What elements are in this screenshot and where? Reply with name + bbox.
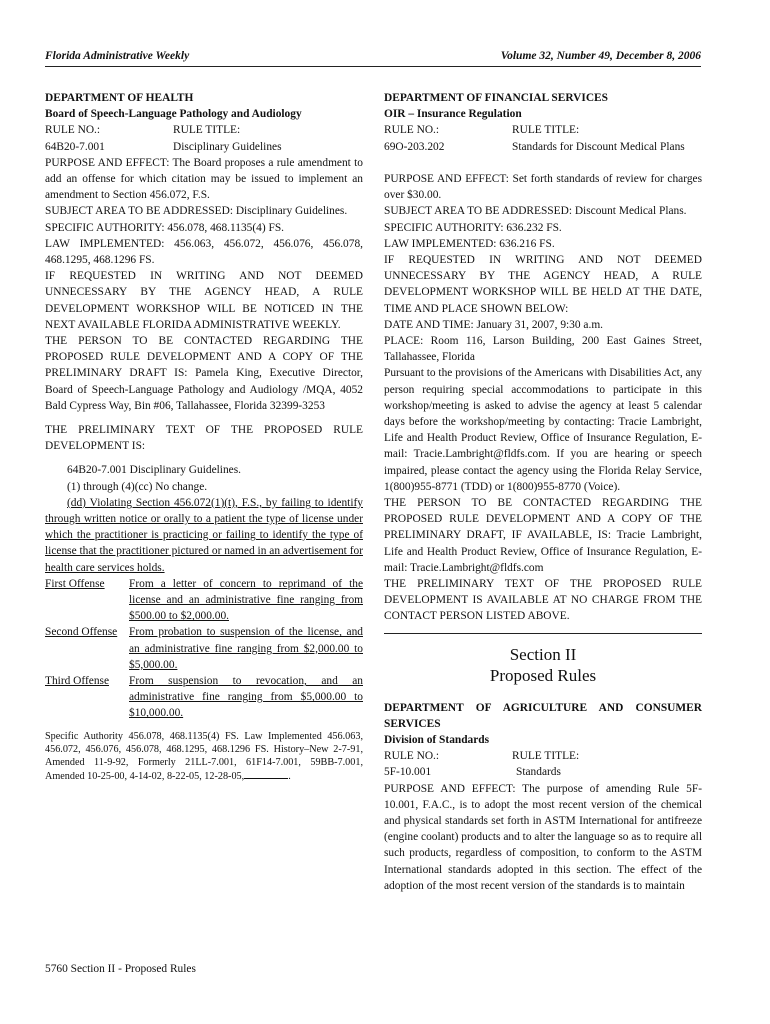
offense-label: First Offense bbox=[45, 577, 105, 590]
authority-paragraph: SPECIFIC AUTHORITY: 456.078, 468.1135(4) FS. bbox=[45, 221, 285, 234]
rule-label-row bbox=[384, 748, 702, 764]
rule-number: 69O-203.202 bbox=[384, 140, 445, 153]
history-note bbox=[45, 730, 363, 783]
running-header bbox=[45, 50, 701, 67]
offense-penalty: From probation to suspension of the license, and an administrative fine ranging from $2,000.00 to $5,000.00. bbox=[129, 626, 363, 671]
right-column bbox=[384, 90, 702, 894]
rule-text-heading: 64B20-7.001 Disciplinary Guidelines. bbox=[67, 464, 242, 477]
subject-paragraph: SUBJECT AREA TO BE ADDRESSED: Discount Medical Plans. bbox=[384, 205, 687, 218]
department-heading: DEPARTMENT OF HEALTH bbox=[45, 92, 194, 104]
preliminary-paragraph: THE PRELIMINARY TEXT OF THE PROPOSED RULE DEVELOPMENT IS AVAILABLE AT NO CHARGE FROM THE CONTACT PERSON LISTED ABOVE. bbox=[384, 578, 702, 623]
offense-penalty: From suspension to revocation, and an administrative fine ranging from $5,000.00 to $10,000.00. bbox=[129, 675, 363, 720]
rule-title: Standards for Discount Medical Plans bbox=[512, 140, 685, 153]
offense-row-second bbox=[45, 624, 363, 673]
history-end: . bbox=[288, 770, 291, 782]
left-column bbox=[45, 90, 363, 783]
new-offense-item: (dd) Violating Section 456.072(1)(t), F.S., by failing to identify through written notice or orally to a patient the type of license under which the practitioner is practicing or failing to identify the type of license that the practitioner pictured or named in an advertisement for health care services holds. bbox=[45, 496, 363, 574]
purpose-paragraph: PURPOSE AND EFFECT: The Board proposes a rule amendment to add an offense for which citation may be issued to implement an amendment to Section 456.072, F.S. bbox=[45, 156, 363, 202]
rule-label-row bbox=[384, 122, 702, 138]
purpose-paragraph: PURPOSE AND EFFECT: The purpose of amending Rule 5F-10.001, F.A.C., is to adopt the most recent version of the chemical and physical standards set forth in ASTM International for antifreeze (engine coolant) products and to alter the language so as to require all such products, regardless of composition, to conform to the ASTM International standards adopted in this section. The effect of the adoption of the most recent version of the standards is to maintain bbox=[384, 782, 702, 892]
history-text: Specific Authority 456.078, 468.1135(4) FS. Law Implemented 456.063, 456.072, 456.076, 456.078, 468.1295, 468.1296 FS. History–New 2-7-91, Amended 11-9-92, Formerly 21LL-7.001, 61F14-7.001, 59BB-7.001, Amended 10-25-00, 4-14-02, 8-22-05, 12-28-05, bbox=[45, 730, 363, 782]
rule-title: Standards bbox=[516, 766, 561, 779]
date-time-line: DATE AND TIME: January 31, 2007, 9:30 a.m. bbox=[384, 318, 604, 331]
offense-row-third bbox=[45, 673, 363, 722]
volume-info: Volume 32, Number 49, December 8, 2006 bbox=[500, 50, 701, 62]
division-heading: Division of Standards bbox=[384, 734, 490, 747]
purpose-paragraph: PURPOSE AND EFFECT: Set forth standards of review for charges over $30.00. bbox=[384, 172, 702, 202]
rule-number: 5F-10.001 bbox=[384, 766, 432, 779]
rule-title-label: RULE TITLE: bbox=[512, 124, 580, 137]
law-paragraph: LAW IMPLEMENTED: 636.216 FS. bbox=[384, 237, 555, 250]
rule-title-label: RULE TITLE: bbox=[512, 750, 580, 763]
offense-label: Third Offense bbox=[45, 675, 109, 688]
offense-label: Second Offense bbox=[45, 626, 118, 639]
board-heading: Board of Speech-Language Pathology and Audiology bbox=[45, 108, 302, 121]
authority-paragraph: SPECIFIC AUTHORITY: 636.232 FS. bbox=[384, 221, 562, 234]
department-heading: DEPARTMENT OF FINANCIAL SERVICES bbox=[384, 92, 608, 104]
place-paragraph: PLACE: Room 116, Larson Building, 200 East Gaines Street, Tallahassee, Florida bbox=[384, 335, 702, 364]
rule-no-label: RULE NO.: bbox=[45, 124, 101, 137]
section-divider bbox=[384, 633, 702, 634]
rule-no-label: RULE NO.: bbox=[384, 750, 440, 763]
workshop-paragraph: IF REQUESTED IN WRITING AND NOT DEEMED UNNECESSARY BY THE AGENCY HEAD, A RULE DEVELOPMENT WORKSHOP WILL BE HELD AT THE DATE, TIME AND PLACE SHOWN BELOW: bbox=[384, 254, 702, 315]
rule-title: Disciplinary Guidelines bbox=[173, 140, 282, 153]
office-heading: OIR – Insurance Regulation bbox=[384, 108, 522, 121]
rule-value-row bbox=[45, 139, 363, 155]
rule-number: 64B20-7.001 bbox=[45, 140, 105, 153]
rule-no-label: RULE NO.: bbox=[384, 124, 440, 137]
page-footer: 5760 Section II - Proposed Rules bbox=[45, 963, 196, 975]
department-heading-agriculture: DEPARTMENT OF AGRICULTURE AND CONSUMER SERVICES bbox=[384, 701, 702, 730]
rule-value-row bbox=[384, 139, 702, 171]
section-subtitle: Proposed Rules bbox=[489, 665, 597, 685]
offense-row-first bbox=[45, 576, 363, 625]
offense-penalty: From a letter of concern to reprimand of the license and an administrative fine ranging from $500.00 to $2,000.00. bbox=[129, 577, 363, 623]
rule-value-row bbox=[384, 764, 702, 780]
rule-title-label: RULE TITLE: bbox=[173, 124, 241, 137]
rule-label-row bbox=[45, 122, 363, 138]
ada-paragraph: Pursuant to the provisions of the Americans with Disabilities Act, any person requiring special accommodations to participate in this workshop/meeting is asked to advise the agency at least 5 calendar days before the workshop/meeting by contacting: Tracie Lambright, Life and Health Product Review, Office of Insurance Regulation, E-mail: Tracie.Lambright@fldfs.com. If you are hearing or speech impaired, please contact the agency using the Florida Relay Service, 1(800)955-8771 (TDD) or 1(800)955-8770 (Voice). bbox=[384, 367, 702, 493]
workshop-paragraph: IF REQUESTED IN WRITING AND NOT DEEMED UNNECESSARY BY THE AGENCY HEAD, A RULE DEVELOPMENT WORKSHOP WILL BE NOTICED IN THE NEXT AVAILABLE FLORIDA ADMINISTRATIVE WEEKLY. bbox=[45, 270, 363, 331]
preliminary-heading: THE PRELIMINARY TEXT OF THE PROPOSED RULE DEVELOPMENT IS: bbox=[45, 424, 363, 453]
contact-paragraph: THE PERSON TO BE CONTACTED REGARDING THE PROPOSED RULE DEVELOPMENT AND A COPY OF THE PRELIMINARY DRAFT, IF AVAILABLE, IS: Tracie Lambright, Life and Health Product Review, Office of Insurance Regulation, E-mail: Tracie.Lambright@fldfs.com bbox=[384, 497, 702, 574]
no-change-line: (1) through (4)(cc) No change. bbox=[67, 480, 208, 493]
subject-paragraph: SUBJECT AREA TO BE ADDRESSED: Disciplinary Guidelines. bbox=[45, 205, 348, 218]
section-title: Section II bbox=[509, 644, 577, 664]
history-blank bbox=[244, 769, 288, 779]
law-paragraph: LAW IMPLEMENTED: 456.063, 456.072, 456.076, 456.078, 468.1295, 468.1296 FS. bbox=[45, 237, 363, 266]
contact-paragraph: THE PERSON TO BE CONTACTED REGARDING THE PROPOSED RULE DEVELOPMENT AND A COPY OF THE PRELIMINARY DRAFT IS: Pamela King, Executive Director, Board of Speech-Language Pathology and Audiology /MQA, 4052 Bald Cypress Way, Bin #06, Tallahassee, Florida 32399-3253 bbox=[45, 335, 363, 412]
publication-name: Florida Administrative Weekly bbox=[45, 50, 190, 62]
